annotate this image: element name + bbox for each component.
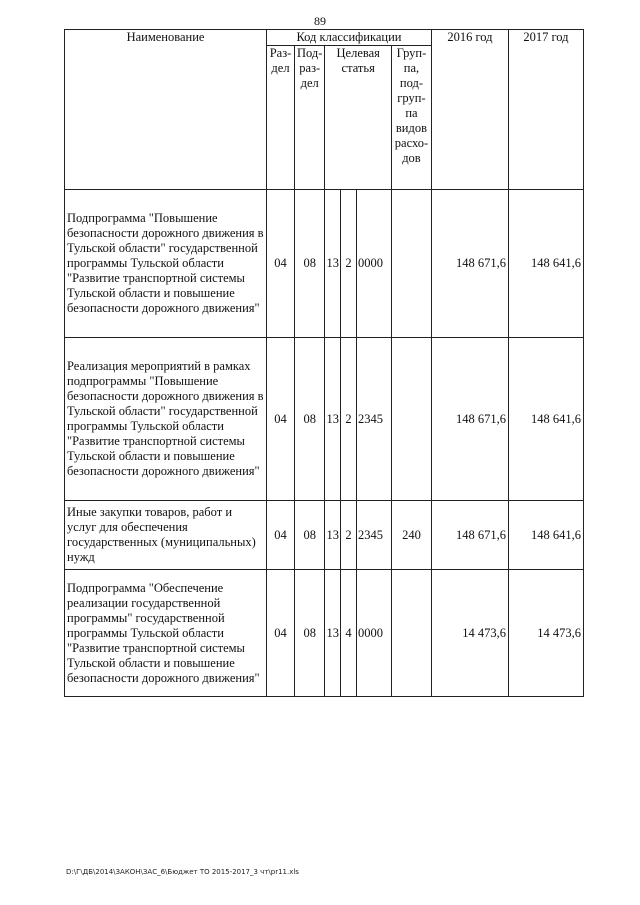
table-row <box>65 501 584 570</box>
page-number: 89 <box>314 14 326 28</box>
row-2017: 148 641,6 <box>508 190 583 338</box>
row-cs2: 2 <box>340 338 356 501</box>
row-podrazdel: 08 <box>295 501 325 570</box>
row-cs3: 2345 <box>356 501 391 570</box>
row-group <box>391 190 431 338</box>
row-name: Подпрограмма "Обеспечение реализации государственной программы" государственной программы Тульской области "Развитие транспортной системы Тульской области и повышение безопасности дорожного движения" <box>65 570 267 697</box>
row-razdel: 04 <box>267 501 295 570</box>
budget-table <box>64 29 584 697</box>
row-2017: 148 641,6 <box>508 338 583 501</box>
row-2016: 148 671,6 <box>431 501 508 570</box>
row-podrazdel: 08 <box>295 190 325 338</box>
row-2016: 14 473,6 <box>431 570 508 697</box>
row-cs3: 0000 <box>356 570 391 697</box>
row-podrazdel: 08 <box>295 570 325 697</box>
row-razdel: 04 <box>267 570 295 697</box>
table-row <box>65 338 584 501</box>
header-code-group: Код классификации <box>267 30 432 46</box>
row-name: Подпрограмма "Повышение безопасности дорожного движения в Тульской области" государственной программы Тульской области "Развитие транспортной системы Тульской области и повышение безопасности дорожного движения" <box>65 190 267 338</box>
table-row <box>65 190 584 338</box>
row-razdel: 04 <box>267 190 295 338</box>
row-name: Иные закупки товаров, работ и услуг для обеспечения государственных (муниципальных) нужд <box>65 501 267 570</box>
row-cs3: 2345 <box>356 338 391 501</box>
row-2017: 14 473,6 <box>508 570 583 697</box>
row-group <box>391 338 431 501</box>
row-group <box>391 570 431 697</box>
row-group: 240 <box>391 501 431 570</box>
row-cs2: 2 <box>340 501 356 570</box>
file-path-footer: D:\Г\ДБ\2014\ЗАКОН\ЗАС_6\Бюджет ТО 2015-2017_3 чт\pr11.xls <box>66 868 299 876</box>
header-2016: 2016 год <box>431 30 508 190</box>
row-podrazdel: 08 <box>295 338 325 501</box>
row-2016: 148 671,6 <box>431 190 508 338</box>
header-group: Груп- па, под- груп- па видов расхо- дов <box>391 46 431 190</box>
row-name: Реализация мероприятий в рамках подпрограммы "Повышение безопасности дорожного движения в Тульской области" государственной программы Тульской области "Развитие транспортной системы Тульской области и повышение безопасности дорожного движения" <box>65 338 267 501</box>
header-podrazdel: Под- раз- дел <box>295 46 325 190</box>
header-razdel: Раз- дел <box>267 46 295 190</box>
header-2017: 2017 год <box>508 30 583 190</box>
row-cs3: 0000 <box>356 190 391 338</box>
row-razdel: 04 <box>267 338 295 501</box>
header-name: Наименование <box>65 30 267 190</box>
row-2017: 148 641,6 <box>508 501 583 570</box>
header-target: Целевая статья <box>325 46 392 190</box>
row-cs1: 13 <box>325 501 341 570</box>
table-header-row <box>65 30 584 46</box>
row-cs2: 2 <box>340 190 356 338</box>
row-cs1: 13 <box>325 338 341 501</box>
table-row <box>65 570 584 697</box>
row-cs1: 13 <box>325 190 341 338</box>
row-cs1: 13 <box>325 570 341 697</box>
row-cs2: 4 <box>340 570 356 697</box>
row-2016: 148 671,6 <box>431 338 508 501</box>
